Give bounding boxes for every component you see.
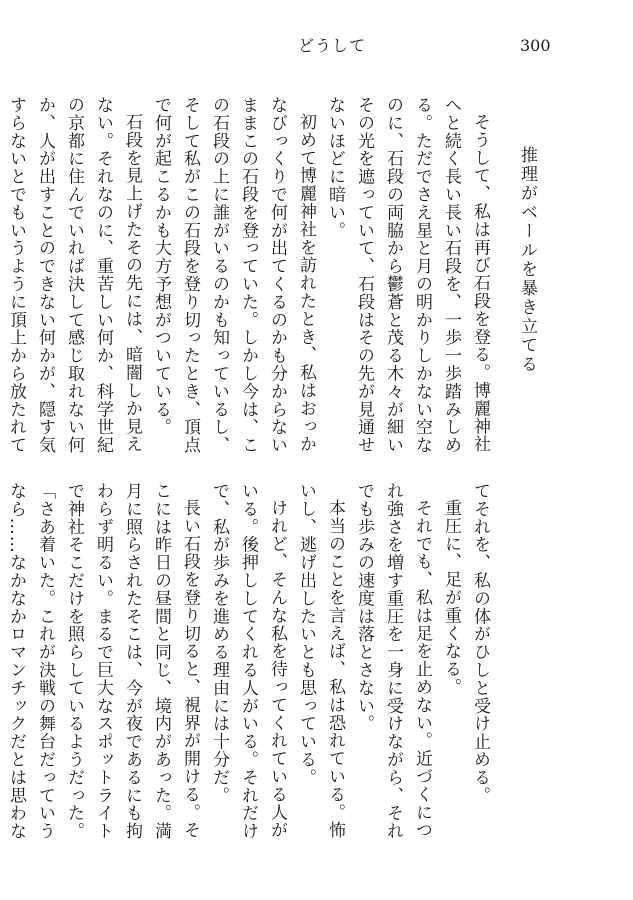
- paragraph: 石段を見上げたその先には、暗闇しか見えない。それなのに、重苦しい何か、科学世紀の京都に住んでいれば決して感じ取れない何か、人が出すことのできない何かが、隠す気すらないとでもいうように頂上から放たれて: [6, 96, 142, 454]
- paragraph: 本当のことを言えば、私は恐れている。怖いし、逃げ出したいとも思っている。: [296, 482, 345, 840]
- text-block-lower: [6, 482, 494, 852]
- dialogue-paragraph: 「さあ着いた。これが決戦の舞台だっていうなら……なかなかロマンチックだとは思わな: [6, 482, 55, 840]
- chapter-title: 推理がベールを暴き立てる: [517, 146, 537, 374]
- paragraph: 重圧に、足が重くなる。: [441, 499, 461, 696]
- paragraph: そうして、私は再び石段を登る。博麗神社へと続く長い長い石段を、一歩一歩踏みしめる。ただでさえ星と月の明かりしかない空なのに、石段の両脇から鬱蒼と茂る木々が細いその光を遮っていて、石段はその先が見通せないほどに暗い。: [325, 96, 490, 454]
- running-head: どうして: [298, 36, 367, 55]
- paragraph-continuation: てそれを、私の体がひしと受け止める。: [470, 482, 490, 805]
- paragraph: それでも、私は足を止めない。近づくにつれ強さを増す重圧を一身に受けながら、それでも歩みの速度は落とさない。: [354, 482, 432, 840]
- paragraph: 初めて博麗神社を訪れたとき、私はおっかなびっくりで何が出てくるのかも分からないままこの石段を登っていた。しかし今は、この石段の上に誰がいるのかも知っているし、そして私がこの石段を登り切ったとき、頂点で何が起こるかも大方予想がついている。: [151, 96, 316, 454]
- paragraph: 長い石段を登り切ると、視界が開ける。そこには昨日の昼間と同じ、境内があった。満月に照らされたそこは、今が夜であるにも拘わらず明るい。まるで巨大なスポットライトで神社そこだけを照らしているようだった。: [64, 482, 200, 840]
- paragraph: けれど、そんな私を待ってくれている人がいる。後押ししてくれる人がいる。それだけで、私が歩みを進める理由には十分だ。: [209, 482, 287, 840]
- text-block-upper: [6, 96, 494, 458]
- page-number: 300: [520, 36, 551, 55]
